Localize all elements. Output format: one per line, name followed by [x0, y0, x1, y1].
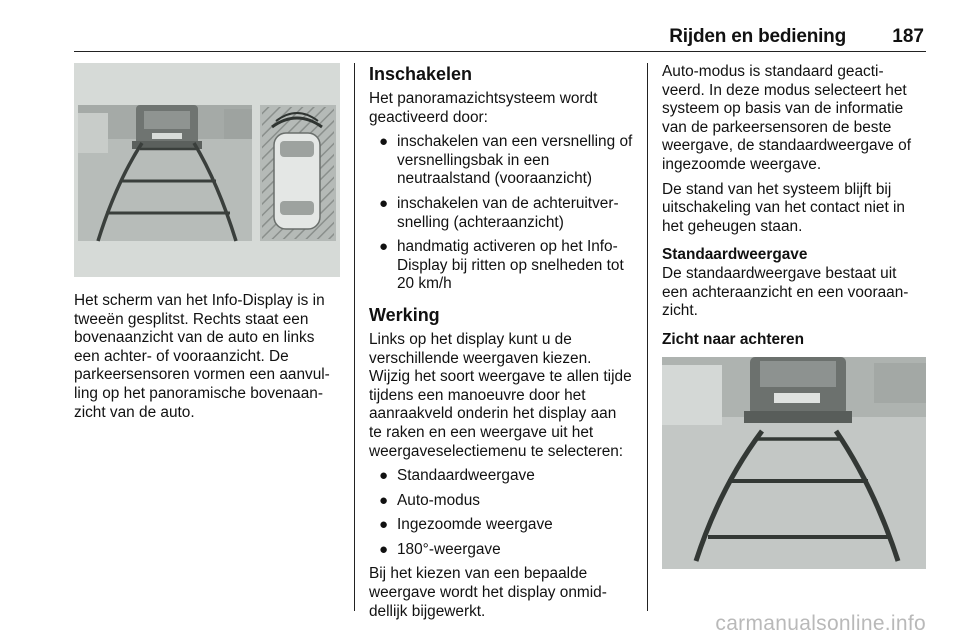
list-item: ● handmatig activeren op het Info-Display bij ritten op snelheden tot 20 km/h [379, 238, 624, 293]
bullet-icon: ● [379, 491, 389, 509]
activation-list [369, 133, 633, 294]
heading-werking: Werking [369, 304, 440, 325]
right-column [662, 63, 926, 569]
heading-standaardweergave: Standaardweergave [662, 246, 808, 264]
bullet-icon: ● [379, 133, 389, 151]
page-header [74, 22, 926, 52]
list-item: ● inschakelen van de achteruitver-snelling (achteraanzicht) [379, 194, 619, 231]
middle-column [369, 63, 633, 621]
auto-mode-text: Auto-modus is standaard geacti-veerd. In deze modus selecteert het systeem op basis van de informatie van de parkeersensoren de beste weergave, de standaardweergave of ingezoomde weergave. [662, 63, 911, 173]
bullet-icon: ● [379, 516, 389, 534]
left-column [74, 63, 342, 422]
standaard-text: De standaardweergave bestaat uit een achteraanzicht en een vooraan-zicht. [662, 264, 909, 320]
bullet-icon: ● [379, 467, 389, 485]
watermark: carmanualsonline.info [715, 612, 926, 635]
column-divider [647, 63, 648, 611]
split-display-illustration [74, 63, 340, 277]
heading-zicht-naar-achteren: Zicht naar achteren [662, 330, 804, 348]
heading-inschakelen: Inschakelen [369, 64, 473, 84]
list-item: ● Auto-modus [379, 491, 480, 509]
list-item: ● 180°-weergave [379, 540, 501, 558]
werking-text: Links op het display kunt u de verschillende weergaven kiezen. Wijzig het soort weergave te allen tijde tijdens een manoeuvre door het aanraakveld onderin het display aan te raken en een weergave uit het weergaveselectiemenu te selecteren: [369, 330, 632, 460]
rear-view-illustration [662, 357, 926, 569]
column-divider [354, 63, 355, 611]
page-number: 187 [892, 26, 924, 47]
list-item: ● Standaardweergave [379, 467, 535, 485]
list-item: ● inschakelen van een versnelling of versnellingsbak in een neutraalstand (vooraanzicht) [379, 133, 633, 188]
list-item: ● Ingezoomde weergave [379, 516, 553, 534]
view-list [369, 467, 633, 559]
closing-text: Bij het kiezen van een bepaalde weergave wordt het display onmid-dellijk bijgewerkt. [369, 565, 607, 620]
bullet-icon: ● [379, 238, 389, 256]
bullet-icon: ● [379, 194, 389, 212]
figure-caption: Het scherm van het Info-Display is in tweeën gesplitst. Rechts staat een bovenaanzicht van de auto en links een achter- of vooraanzicht. De parkeersensoren vormen een aanvul-ling op het panoramische bovenaan-zicht van de auto. [74, 292, 330, 421]
bullet-icon: ● [379, 540, 389, 558]
memory-text: De stand van het systeem blijft bij uitschakeling van het contact niet in het geheugen staan. [662, 180, 905, 235]
section-title: Rijden en bediening [669, 26, 846, 47]
activation-intro: Het panoramazichtsysteem wordt geactiveerd door: [369, 90, 598, 126]
